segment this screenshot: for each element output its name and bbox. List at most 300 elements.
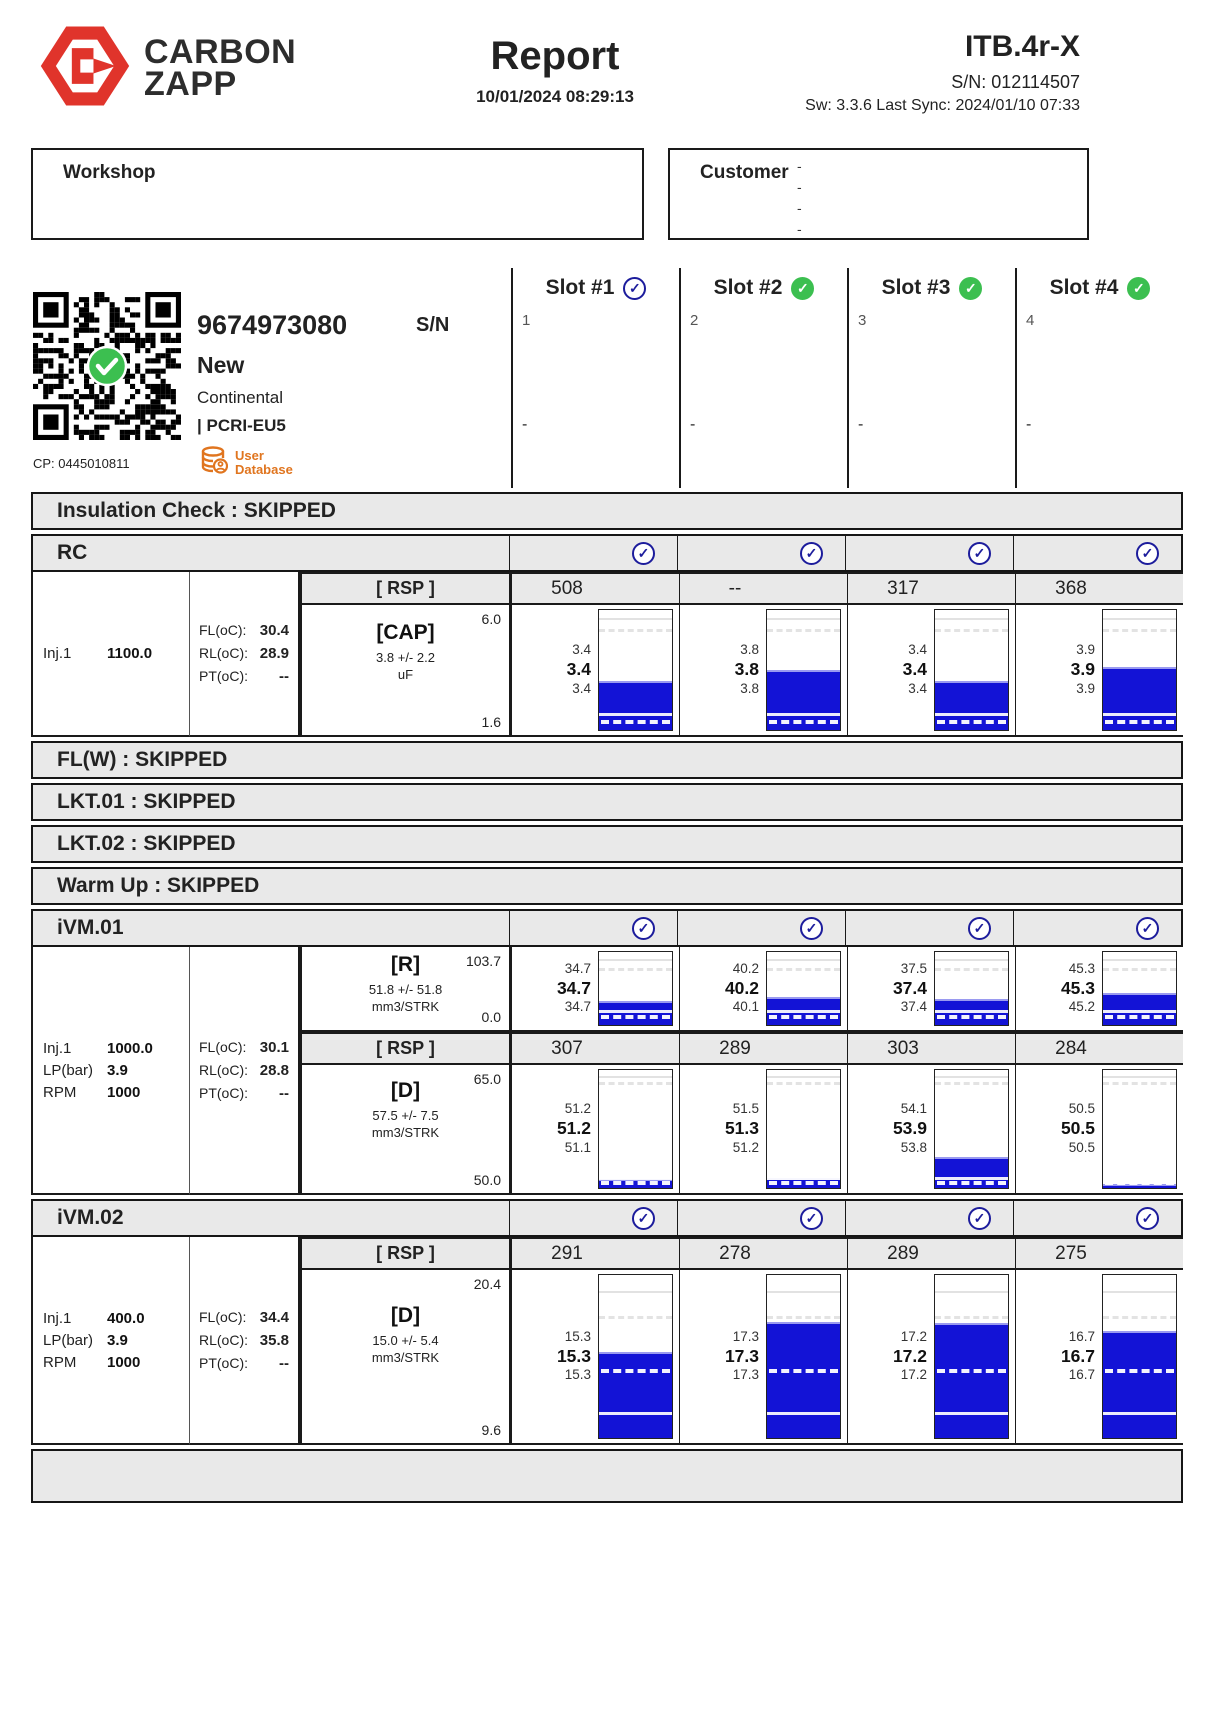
- slot-column-4: [1015, 268, 1183, 488]
- rsp-value-cell: [847, 1032, 1015, 1065]
- tolerance-line-solid: [935, 1412, 1008, 1415]
- temperature-row: [199, 668, 289, 685]
- value-min: 51.2: [732, 1139, 759, 1155]
- rsp-value-cell: [1015, 1032, 1183, 1065]
- scale-max: 6.0: [481, 611, 501, 627]
- chart-row: [300, 1270, 1183, 1445]
- user-db-line1: User: [235, 447, 264, 463]
- tolerance-line-dashed: [1105, 720, 1174, 724]
- parameter-row: [43, 1310, 189, 1327]
- section-label: LKT.01 : SKIPPED: [57, 790, 236, 813]
- value-max: 40.2: [732, 960, 759, 976]
- value-avg: 3.4: [902, 659, 927, 680]
- value-stack: [680, 1270, 766, 1443]
- value-avg: 17.3: [724, 1345, 759, 1366]
- temperature-name: PT(oC):: [199, 1354, 248, 1371]
- bar-fill: [767, 1322, 840, 1438]
- section-body: [31, 1237, 1183, 1445]
- scale-min: 1.6: [481, 714, 501, 730]
- ref-line-dashed: [1103, 629, 1176, 632]
- slot-header-label: Slot #2: [713, 276, 783, 299]
- temperature-row: [199, 622, 289, 639]
- parameters-cell: [31, 947, 190, 1195]
- rsp-value: 275: [1055, 1242, 1087, 1264]
- value-max: 34.7: [564, 960, 591, 976]
- database-icon: [201, 446, 228, 480]
- temperature-value: 30.4: [259, 622, 289, 639]
- bar-chart: [934, 951, 1009, 1026]
- check-icon: ✓: [632, 917, 655, 940]
- value-min: 3.4: [908, 680, 927, 696]
- value-min: 53.8: [900, 1139, 927, 1155]
- tolerance-line-solid: [767, 1010, 840, 1013]
- ref-line-dashed: [767, 1316, 840, 1319]
- value-avg: 34.7: [556, 977, 591, 998]
- workshop-box: [31, 148, 644, 240]
- measure-rows: [300, 572, 1183, 737]
- temperature-value: --: [279, 668, 289, 685]
- check-icon: ✓: [800, 1207, 823, 1230]
- slot-status-check-icon: ✓: [1127, 277, 1150, 300]
- value-stack: [1016, 1065, 1102, 1193]
- bar-chart: [598, 609, 673, 731]
- check-icon: ✓: [1136, 917, 1159, 940]
- spec-cell: [300, 947, 511, 1032]
- slot-serial-placeholder: -: [858, 416, 864, 433]
- injector-model: | PCRI-EU5: [197, 416, 286, 435]
- slot-index: 2: [690, 312, 699, 329]
- value-max: 50.5: [1068, 1101, 1095, 1117]
- bar-fill: [1103, 1331, 1176, 1438]
- tolerance-line-dashed: [1105, 1015, 1174, 1019]
- report-datetime: 10/01/2024 08:29:13: [476, 87, 634, 106]
- rsp-value-cell: [1015, 1237, 1183, 1270]
- value-min: 45.2: [1068, 999, 1095, 1015]
- customer-lines: [797, 156, 802, 240]
- value-min: 3.8: [740, 680, 759, 696]
- tolerance-line-dashed: [937, 1015, 1006, 1019]
- cp-number: CP: 0445010811: [33, 456, 130, 471]
- check-icon: ✓: [1136, 542, 1159, 565]
- ref-line-solid: [935, 1291, 1008, 1293]
- rsp-value: 303: [887, 1037, 919, 1059]
- parameter-name: LP(bar): [43, 1061, 94, 1079]
- customer-line: -: [797, 200, 802, 216]
- rsp-value: 508: [551, 577, 583, 599]
- temperature-value: 28.9: [259, 645, 289, 662]
- device-sync-info: Sw: 3.3.6 Last Sync: 2024/01/10 07:33: [805, 97, 1080, 114]
- section-slot-cell: [1013, 536, 1181, 570]
- parameter-value: 1100.0: [107, 645, 153, 662]
- value-max: 51.5: [732, 1101, 759, 1117]
- temperatures-cell: [190, 1237, 300, 1445]
- rsp-value-cell: [1015, 572, 1183, 605]
- value-max: 45.3: [1068, 960, 1095, 976]
- slot-chart-cell: [679, 605, 847, 737]
- measure-unit: mm3/STRK: [371, 999, 440, 1014]
- value-min: 34.7: [564, 999, 591, 1015]
- section-slot-cell: [677, 536, 845, 570]
- ref-line-dashed: [935, 1316, 1008, 1319]
- value-min: 16.7: [1068, 1367, 1095, 1383]
- ref-line-dashed: [767, 629, 840, 632]
- slot-chart-cell: [679, 1065, 847, 1195]
- workshop-label: Workshop: [63, 162, 156, 183]
- parameter-name: LP(bar): [43, 1331, 94, 1349]
- scale-max: 103.7: [465, 953, 501, 969]
- tolerance-line-solid: [599, 1412, 672, 1415]
- rsp-value-cell: [847, 1237, 1015, 1270]
- scale-min: 0.0: [481, 1009, 501, 1025]
- section-bar-skipped: [31, 867, 1183, 905]
- tolerance-line-dashed: [1105, 1181, 1174, 1185]
- temperature-value: 35.8: [259, 1331, 289, 1349]
- value-avg: 37.4: [892, 977, 927, 998]
- value-min: 17.3: [732, 1367, 759, 1383]
- ref-line-dashed: [935, 629, 1008, 632]
- parameter-value: 3.9: [107, 1061, 128, 1079]
- section-label: iVM.02: [57, 1206, 124, 1229]
- measure-unit: uF: [397, 667, 414, 682]
- value-min: 3.4: [572, 680, 591, 696]
- check-icon: ✓: [968, 917, 991, 940]
- temperature-name: RL(oC):: [199, 1061, 249, 1078]
- parameter-value: 1000: [107, 1353, 141, 1371]
- parameters-cell: [31, 572, 190, 737]
- ref-line-solid: [599, 618, 672, 620]
- ref-line-solid: [935, 1076, 1008, 1078]
- value-stack: [848, 947, 934, 1030]
- slot-chart-cell: [679, 947, 847, 1032]
- parameter-row: [43, 1354, 189, 1371]
- value-avg: 51.2: [556, 1118, 591, 1139]
- bar-fill: [935, 1323, 1008, 1438]
- slot-chart-cell: [511, 1065, 679, 1195]
- rsp-value: 368: [1055, 577, 1087, 599]
- ref-line-solid: [1103, 1291, 1176, 1293]
- measure-unit: mm3/STRK: [371, 1350, 440, 1365]
- slot-chart-cell: [847, 1065, 1015, 1195]
- parameter-name: RPM: [43, 1353, 77, 1371]
- temperature-value: 34.4: [259, 1308, 289, 1326]
- slot-serial-placeholder: -: [1026, 416, 1032, 433]
- bar-chart: [1102, 1274, 1177, 1439]
- ref-line-solid: [599, 1291, 672, 1293]
- bar-chart: [766, 951, 841, 1026]
- scale-max: 20.4: [473, 1276, 501, 1292]
- value-min: 3.9: [1076, 680, 1095, 696]
- rsp-value: 291: [551, 1242, 583, 1264]
- parameter-name: RPM: [43, 1083, 77, 1101]
- rsp-value-cell: [511, 1237, 679, 1270]
- section-label: LKT.02 : SKIPPED: [57, 832, 236, 855]
- ref-line-solid: [767, 959, 840, 961]
- value-stack: [848, 1270, 934, 1443]
- brand-line1: CARBON: [144, 33, 297, 71]
- parameter-value: 3.9: [107, 1331, 128, 1349]
- rsp-label: [ RSP ]: [300, 1237, 511, 1270]
- parameter-name: Inj.1: [43, 1309, 72, 1327]
- parameter-name: Inj.1: [43, 645, 72, 662]
- rsp-value-cell: [511, 572, 679, 605]
- rsp-value: 289: [887, 1242, 919, 1264]
- value-min: 50.5: [1068, 1139, 1095, 1155]
- ref-line-dashed: [767, 968, 840, 971]
- ref-line-dashed: [935, 1082, 1008, 1085]
- ref-line-solid: [935, 959, 1008, 961]
- section-slot-cell: [677, 911, 845, 945]
- parameters-cell: [31, 1237, 190, 1445]
- temperature-value: --: [279, 1084, 289, 1102]
- value-max: 17.2: [900, 1328, 927, 1344]
- injector-info-panel: [31, 268, 511, 488]
- ref-line-solid: [767, 1076, 840, 1078]
- temperature-row: [199, 1062, 289, 1079]
- rsp-label: [ RSP ]: [300, 572, 511, 605]
- temperature-row: [199, 645, 289, 662]
- user-db-line2: Database: [235, 462, 293, 477]
- bar-fill: [1103, 993, 1176, 1025]
- value-stack: [848, 605, 934, 735]
- measure-spec: 3.8 +/- 2.2: [376, 650, 435, 665]
- ref-line-dashed: [1103, 1082, 1176, 1085]
- slot-status-check-icon: ✓: [623, 277, 646, 300]
- tolerance-line-solid: [935, 1177, 1008, 1180]
- slot-chart-cell: [511, 947, 679, 1032]
- tolerance-line-dashed: [601, 720, 670, 724]
- slot-index: 1: [522, 312, 531, 329]
- value-avg: 3.4: [566, 659, 591, 680]
- tolerance-line-dashed: [769, 720, 838, 724]
- slot-chart-cell: [511, 605, 679, 737]
- rsp-row: [300, 1237, 1183, 1270]
- measure-tag: [CAP]: [376, 621, 435, 644]
- slot-chart-cell: [1015, 947, 1183, 1032]
- customer-line: -: [797, 221, 802, 237]
- value-avg: 16.7: [1060, 1345, 1095, 1366]
- parameter-name: Inj.1: [43, 1039, 72, 1057]
- slot-chart-cell: [1015, 1065, 1183, 1195]
- slot-header-label: Slot #3: [881, 276, 951, 299]
- bar-chart: [598, 1069, 673, 1189]
- value-stack: [680, 605, 766, 735]
- bar-chart: [766, 1069, 841, 1189]
- device-serial: S/N: 012114507: [951, 72, 1080, 92]
- ref-line-solid: [767, 618, 840, 620]
- value-min: 37.4: [900, 999, 927, 1015]
- ref-line-dashed: [935, 968, 1008, 971]
- brand-line2: ZAPP: [144, 65, 237, 104]
- slot-chart-cell: [1015, 1270, 1183, 1445]
- section-body: [31, 947, 1183, 1195]
- slot-chart-cell: [679, 1270, 847, 1445]
- measure-unit: mm3/STRK: [371, 1125, 440, 1140]
- value-stack: [1016, 605, 1102, 735]
- ref-line-solid: [1103, 959, 1176, 961]
- measure-spec: 57.5 +/- 7.5: [372, 1108, 439, 1123]
- temperature-row: [199, 1309, 289, 1326]
- bar-chart: [934, 609, 1009, 731]
- measure-tag: [R]: [390, 953, 421, 976]
- spec-cell: [300, 1270, 511, 1445]
- ref-line-solid: [767, 1291, 840, 1293]
- measure-spec: 15.0 +/- 5.4: [372, 1333, 439, 1348]
- bar-chart: [766, 1274, 841, 1439]
- section-bar-test: [31, 1199, 1183, 1237]
- rsp-value: 317: [887, 577, 919, 599]
- slot-chart-cell: [847, 947, 1015, 1032]
- scale-min: 50.0: [473, 1172, 501, 1188]
- section-slot-cell: [509, 536, 677, 570]
- tolerance-line-dashed: [1105, 1369, 1174, 1373]
- tolerance-line-dashed: [769, 1369, 838, 1373]
- value-stack: [680, 1065, 766, 1193]
- slot-index: 3: [858, 312, 867, 329]
- check-icon: ✓: [800, 917, 823, 940]
- tolerance-line-solid: [1103, 713, 1176, 716]
- bar-chart: [1102, 951, 1177, 1026]
- ref-line-solid: [1103, 618, 1176, 620]
- ref-line-dashed: [1103, 1316, 1176, 1319]
- temperature-name: PT(oC):: [199, 1084, 248, 1101]
- value-max: 3.4: [572, 642, 591, 658]
- tolerance-line-solid: [935, 1010, 1008, 1013]
- value-avg: 17.2: [892, 1345, 927, 1366]
- value-max: 15.3: [564, 1328, 591, 1344]
- chart-row: [300, 1065, 1183, 1195]
- tolerance-line-solid: [767, 713, 840, 716]
- ref-line-dashed: [1103, 968, 1176, 971]
- value-max: 3.9: [1076, 642, 1095, 658]
- parameter-row: [43, 1332, 189, 1349]
- bar-chart: [1102, 1069, 1177, 1189]
- slot-column-2: [679, 268, 847, 488]
- bar-fill: [599, 1352, 672, 1438]
- tolerance-line-dashed: [769, 1015, 838, 1019]
- slot-column-1: [511, 268, 679, 488]
- section-label: FL(W) : SKIPPED: [57, 748, 228, 771]
- temperature-row: [199, 1085, 289, 1102]
- injector-serial: 9674973080: [197, 310, 348, 340]
- ref-line-dashed: [599, 968, 672, 971]
- tolerance-line-dashed: [769, 1181, 838, 1185]
- value-min: 40.1: [732, 999, 759, 1015]
- parameter-value: 1000.0: [107, 1039, 153, 1057]
- serial-column-label: S/N: [416, 314, 450, 336]
- customer-label: Customer: [700, 162, 789, 183]
- section-slot-cell: [677, 1201, 845, 1235]
- value-max: 37.5: [900, 960, 927, 976]
- customer-line: -: [797, 158, 802, 174]
- slot-chart-cell: [1015, 605, 1183, 737]
- value-max: 51.2: [564, 1101, 591, 1117]
- rsp-value-cell: [679, 1237, 847, 1270]
- slot-chart-cell: [847, 605, 1015, 737]
- rsp-label: [ RSP ]: [300, 1032, 511, 1065]
- section-bar-skipped: [31, 825, 1183, 863]
- value-stack: [1016, 947, 1102, 1030]
- slot-chart-cell: [511, 1270, 679, 1445]
- footer-bar: [31, 1449, 1183, 1503]
- qr-code: [33, 292, 181, 440]
- tolerance-line-dashed: [937, 1181, 1006, 1185]
- section-slot-cell: [845, 911, 1013, 945]
- bar-chart: [934, 1274, 1009, 1439]
- ref-line-solid: [599, 1076, 672, 1078]
- spec-cell: [300, 1065, 511, 1195]
- bar-chart: [598, 1274, 673, 1439]
- parameter-row: [43, 1084, 189, 1101]
- section-slot-cell: [509, 911, 677, 945]
- measure-tag: [D]: [390, 1079, 421, 1102]
- value-min: 17.2: [900, 1367, 927, 1383]
- rsp-value: 307: [551, 1037, 583, 1059]
- ref-line-solid: [1103, 1076, 1176, 1078]
- value-stack: [512, 947, 598, 1030]
- value-stack: [512, 1270, 598, 1443]
- section-bar-skipped: [31, 492, 1183, 530]
- bar-chart: [934, 1069, 1009, 1189]
- check-icon: ✓: [1136, 1207, 1159, 1230]
- temperature-name: FL(oC):: [199, 1308, 247, 1325]
- bar-chart: [766, 609, 841, 731]
- temperature-value: 28.8: [259, 1061, 289, 1079]
- temperature-name: RL(oC):: [199, 645, 249, 661]
- value-max: 54.1: [900, 1101, 927, 1117]
- value-min: 15.3: [564, 1367, 591, 1383]
- customer-box: [668, 148, 1089, 240]
- rsp-row: [300, 1032, 1183, 1065]
- value-avg: 15.3: [556, 1345, 591, 1366]
- section-slot-cell: [509, 1201, 677, 1235]
- section-label: Warm Up : SKIPPED: [57, 874, 260, 897]
- value-avg: 40.2: [724, 977, 759, 998]
- value-avg: 53.9: [892, 1118, 927, 1139]
- slot-header-label: Slot #4: [1049, 276, 1119, 299]
- slot-chart-cell: [847, 1270, 1015, 1445]
- measure-tag: [D]: [390, 1304, 421, 1327]
- measure-rows: [300, 947, 1183, 1195]
- section-bar-skipped: [31, 741, 1183, 779]
- section-bar-test: [31, 534, 1183, 572]
- section-slot-cell: [1013, 1201, 1181, 1235]
- rsp-value: 289: [719, 1037, 751, 1059]
- value-max: 16.7: [1068, 1328, 1095, 1344]
- value-stack: [512, 1065, 598, 1193]
- section-bar-skipped: [31, 783, 1183, 821]
- value-max: 3.8: [740, 642, 759, 658]
- parameter-row: [43, 1062, 189, 1079]
- ref-line-dashed: [599, 1082, 672, 1085]
- section-body: [31, 572, 1183, 737]
- rsp-value-cell: [679, 572, 847, 605]
- temperature-name: FL(oC):: [199, 622, 247, 638]
- section-slot-cell: [845, 1201, 1013, 1235]
- injector-brand: Continental: [197, 388, 284, 407]
- temperature-name: RL(oC):: [199, 1331, 249, 1348]
- slot-serial-placeholder: -: [522, 416, 528, 433]
- ref-line-dashed: [599, 1316, 672, 1319]
- temperature-value: 30.1: [259, 1038, 289, 1056]
- tolerance-line-dashed: [601, 1369, 670, 1373]
- injector-condition: New: [197, 352, 245, 378]
- section-label: iVM.01: [57, 916, 124, 939]
- temperatures-cell: [190, 572, 300, 737]
- bar-chart: [1102, 609, 1177, 731]
- value-stack: [848, 1065, 934, 1193]
- rsp-value-cell: [679, 1032, 847, 1065]
- parameter-value: 1000: [107, 1083, 141, 1101]
